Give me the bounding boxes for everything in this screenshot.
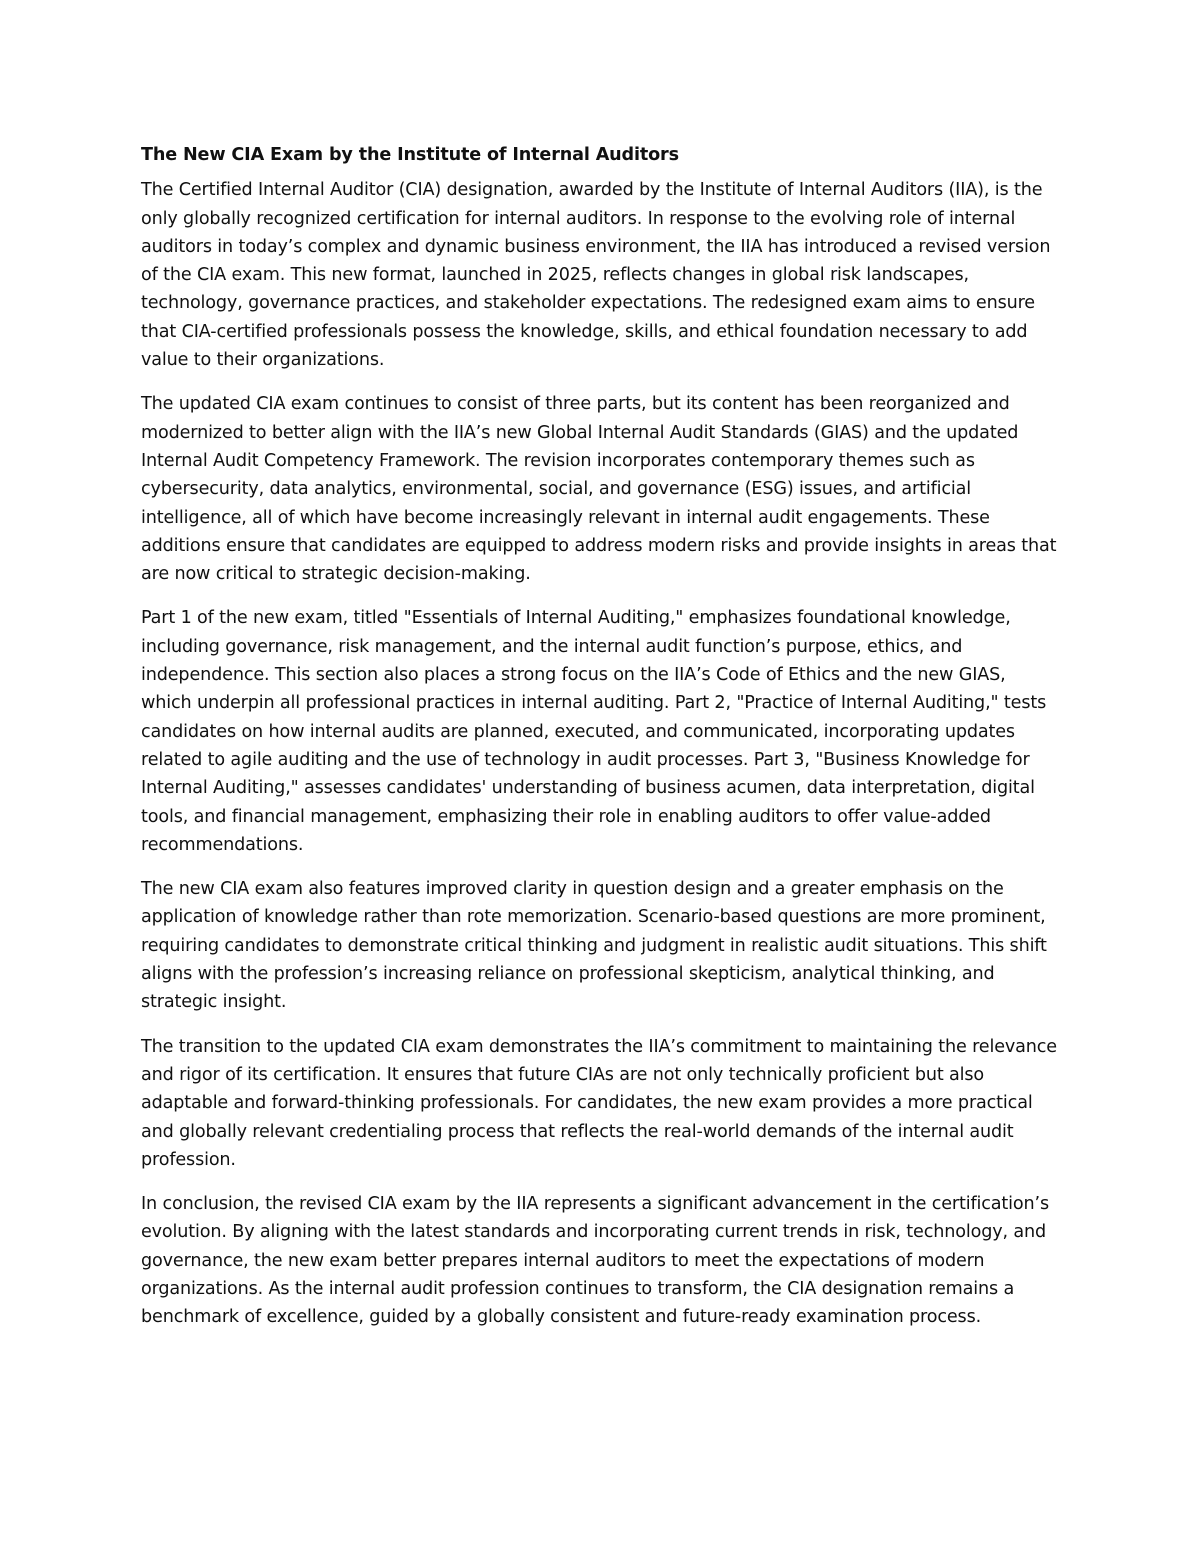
paragraph-exam-parts: Part 1 of the new exam, titled "Essentials of Internal Auditing," emphasizes foundational knowledge, including governance, risk management, and the internal audit function’s purpose, ethics, and independence. This section also places a strong focus on the IIA’s Code of Ethics and the new GIAS, which underpin all professional practices in internal auditing. Part 2, "Practice of Internal Auditing," tests candidates on how internal audits are planned, executed, and communicated, incorporating updates related to agile auditing and the use of technology in audit processes. Part 3, "Business Knowledge for Internal Auditing," assesses candidates' understanding of business acumen, data interpretation, digital tools, and financial management, emphasizing their role in enabling auditors to offer value-added recommendations. — [141, 608, 1047, 855]
paragraph-introduction: The Certified Internal Auditor (CIA) designation, awarded by the Institute of Internal Auditors (IIA), is the only globally recognized certification for internal auditors. In response to the evolving role of internal auditors in today’s complex and dynamic business environment, the IIA has introduced a revised version of the CIA exam. This new format, launched in 2025, reflects changes in global risk landscapes, technology, governance practices, and stakeholder expectations. The redesigned exam aims to ensure that CIA-certified professionals possess the knowledge, skills, and ethical foundation necessary to add value to their organizations. — [141, 180, 1051, 371]
paragraph-conclusion: In conclusion, the revised CIA exam by the IIA represents a significant advancement in the certification’s evolution. By aligning with the latest standards and incorporating current trends in risk, technology, and governance, the new exam better prepares internal auditors to meet the expectations of modern organizations. As the internal audit profession continues to transform, the CIA designation remains a benchmark of excellence, guided by a globally consistent and future-ready examination process. — [141, 1194, 1049, 1328]
document-title: The New CIA Exam by the Institute of Internal Auditors — [141, 145, 679, 165]
document-body — [141, 141, 1061, 1348]
paragraph-question-design: The new CIA exam also features improved clarity in question design and a greater emphasis on the application of knowledge rather than rote memorization. Scenario-based questions are more prominent, requiring candidates to demonstrate critical thinking and judgment in realistic audit situations. This shift aligns with the profession’s increasing reliance on professional skepticism, analytical thinking, and strategic insight. — [141, 879, 1047, 1013]
paragraph-transition: The transition to the updated CIA exam demonstrates the IIA’s commitment to maintaining the relevance and rigor of its certification. It ensures that future CIAs are not only technically proficient but also adaptable and forward-thinking professionals. For candidates, the new exam provides a more practical and globally relevant credentialing process that reflects the real-world demands of the internal audit profession. — [141, 1036, 1057, 1170]
paragraph-updated-content: The updated CIA exam continues to consist of three parts, but its content has been reorganized and modernized to better align with the IIA’s new Global Internal Audit Standards (GIAS) and the updated Internal Audit Competency Framework. The revision incorporates contemporary themes such as cybersecurity, data analytics, environmental, social, and governance (ESG) issues, and artificial intelligence, all of which have become increasingly relevant in internal audit engagements. These additions ensure that candidates are equipped to address modern risks and provide insights in areas that are now critical to strategic decision-making. — [141, 394, 1057, 585]
